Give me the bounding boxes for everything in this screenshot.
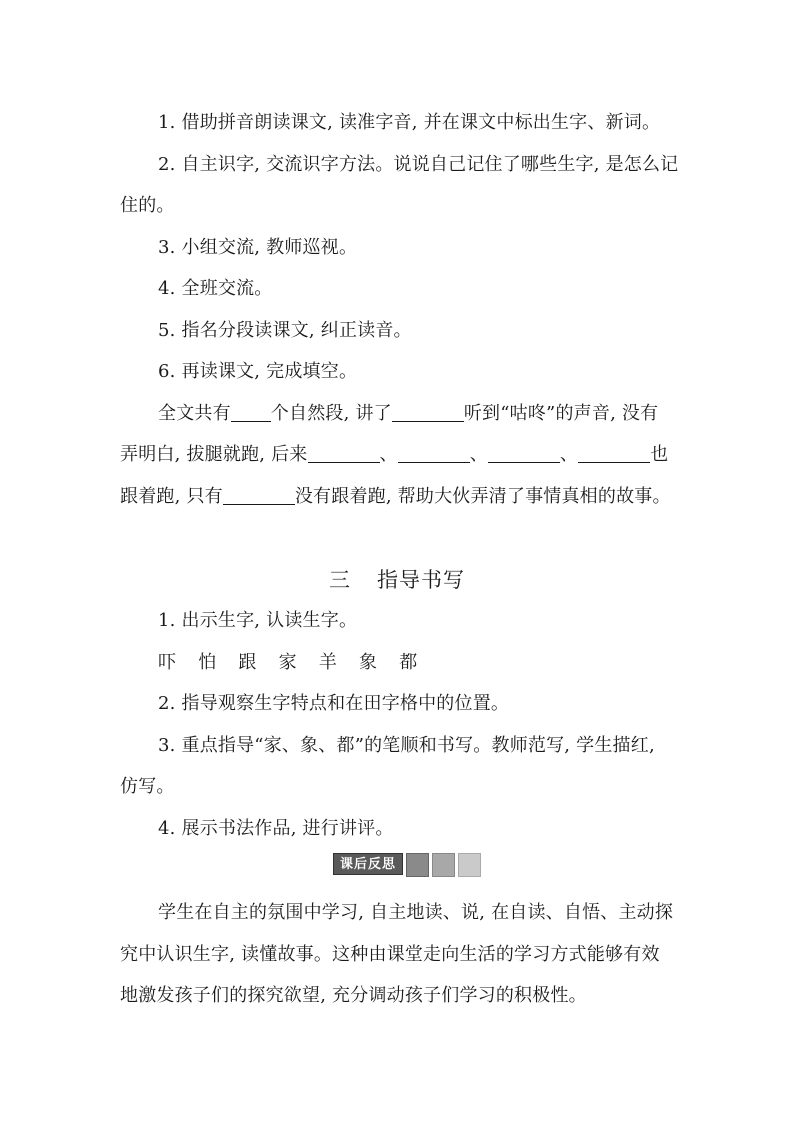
step-3: 3. 小组交流, 教师巡视。 xyxy=(158,237,358,258)
banner-square xyxy=(432,853,455,877)
reflection-line-3: 地激发孩子们的探究欲望, 充分调动孩子们学习的积极性。 xyxy=(120,985,587,1006)
fill-text: 全文共有 xyxy=(158,403,231,424)
section-title: 指导书写 xyxy=(377,568,465,592)
blank xyxy=(578,444,650,463)
character: 家 xyxy=(278,652,297,673)
write-step-4: 4. 展示书法作品, 进行讲评。 xyxy=(158,818,394,839)
fill-blank-line-1 xyxy=(158,399,658,425)
separator: 、 xyxy=(469,444,488,465)
separator: 、 xyxy=(559,444,579,465)
fill-text: 个自然段, 讲了 xyxy=(270,403,392,424)
step-5: 5. 指名分段读课文, 纠正读音。 xyxy=(158,320,412,341)
write-step-1: 1. 出示生字, 认读生字。 xyxy=(158,610,358,631)
character: 象 xyxy=(359,652,378,673)
character: 羊 xyxy=(318,652,338,673)
reflection-line-2: 究中认识生字, 读懂故事。这种由课堂走向生活的学习方式能够有效 xyxy=(120,944,660,965)
character: 怕 xyxy=(198,652,217,673)
character: 都 xyxy=(399,652,418,673)
write-step-3-cont: 仿写。 xyxy=(120,776,175,797)
reflection-banner xyxy=(333,853,481,875)
section-number: 三 xyxy=(329,568,351,592)
section-heading xyxy=(0,564,794,594)
fill-blank-line-2 xyxy=(120,440,668,466)
step-1: 1. 借助拼音朗读课文, 读准字音, 并在课文中标出生字、新词。 xyxy=(158,112,661,133)
step-2-cont: 住的。 xyxy=(120,195,175,216)
blank xyxy=(308,444,380,463)
character-list xyxy=(158,648,439,674)
write-step-3: 3. 重点指导“家、象、都”的笔顺和书写。教师范写, 学生描红, xyxy=(158,735,655,756)
banner-label: 课后反思 xyxy=(333,853,403,875)
blank xyxy=(231,403,271,422)
step-6: 6. 再读课文, 完成填空。 xyxy=(158,361,358,382)
fill-text: 也 xyxy=(650,444,669,465)
blank xyxy=(392,403,464,422)
reflection-line-1: 学生在自主的氛围中学习, 自主地读、说, 在自读、自悟、主动探 xyxy=(158,902,674,923)
step-2: 2. 自主识字, 交流识字方法。说说自己记住了哪些生字, 是怎么记 xyxy=(158,154,679,175)
blank xyxy=(398,444,470,463)
blank xyxy=(223,486,295,505)
character: 吓 xyxy=(158,652,177,673)
character: 跟 xyxy=(238,652,257,673)
write-step-2: 2. 指导观察生字特点和在田字格中的位置。 xyxy=(158,693,510,714)
fill-text: 没有跟着跑, 帮助大伙弄清了事情真相的故事。 xyxy=(294,486,671,507)
fill-text: 弄明白, 拔腿就跑, 后来 xyxy=(120,444,308,465)
fill-text: 听到“咕咚”的声音, 没有 xyxy=(463,403,659,424)
banner-square xyxy=(406,853,429,877)
blank xyxy=(488,444,560,463)
fill-blank-line-3 xyxy=(120,482,671,508)
step-4: 4. 全班交流。 xyxy=(158,278,273,299)
separator: 、 xyxy=(379,444,398,465)
banner-square xyxy=(458,853,481,877)
fill-text: 跟着跑, 只有 xyxy=(120,486,223,507)
